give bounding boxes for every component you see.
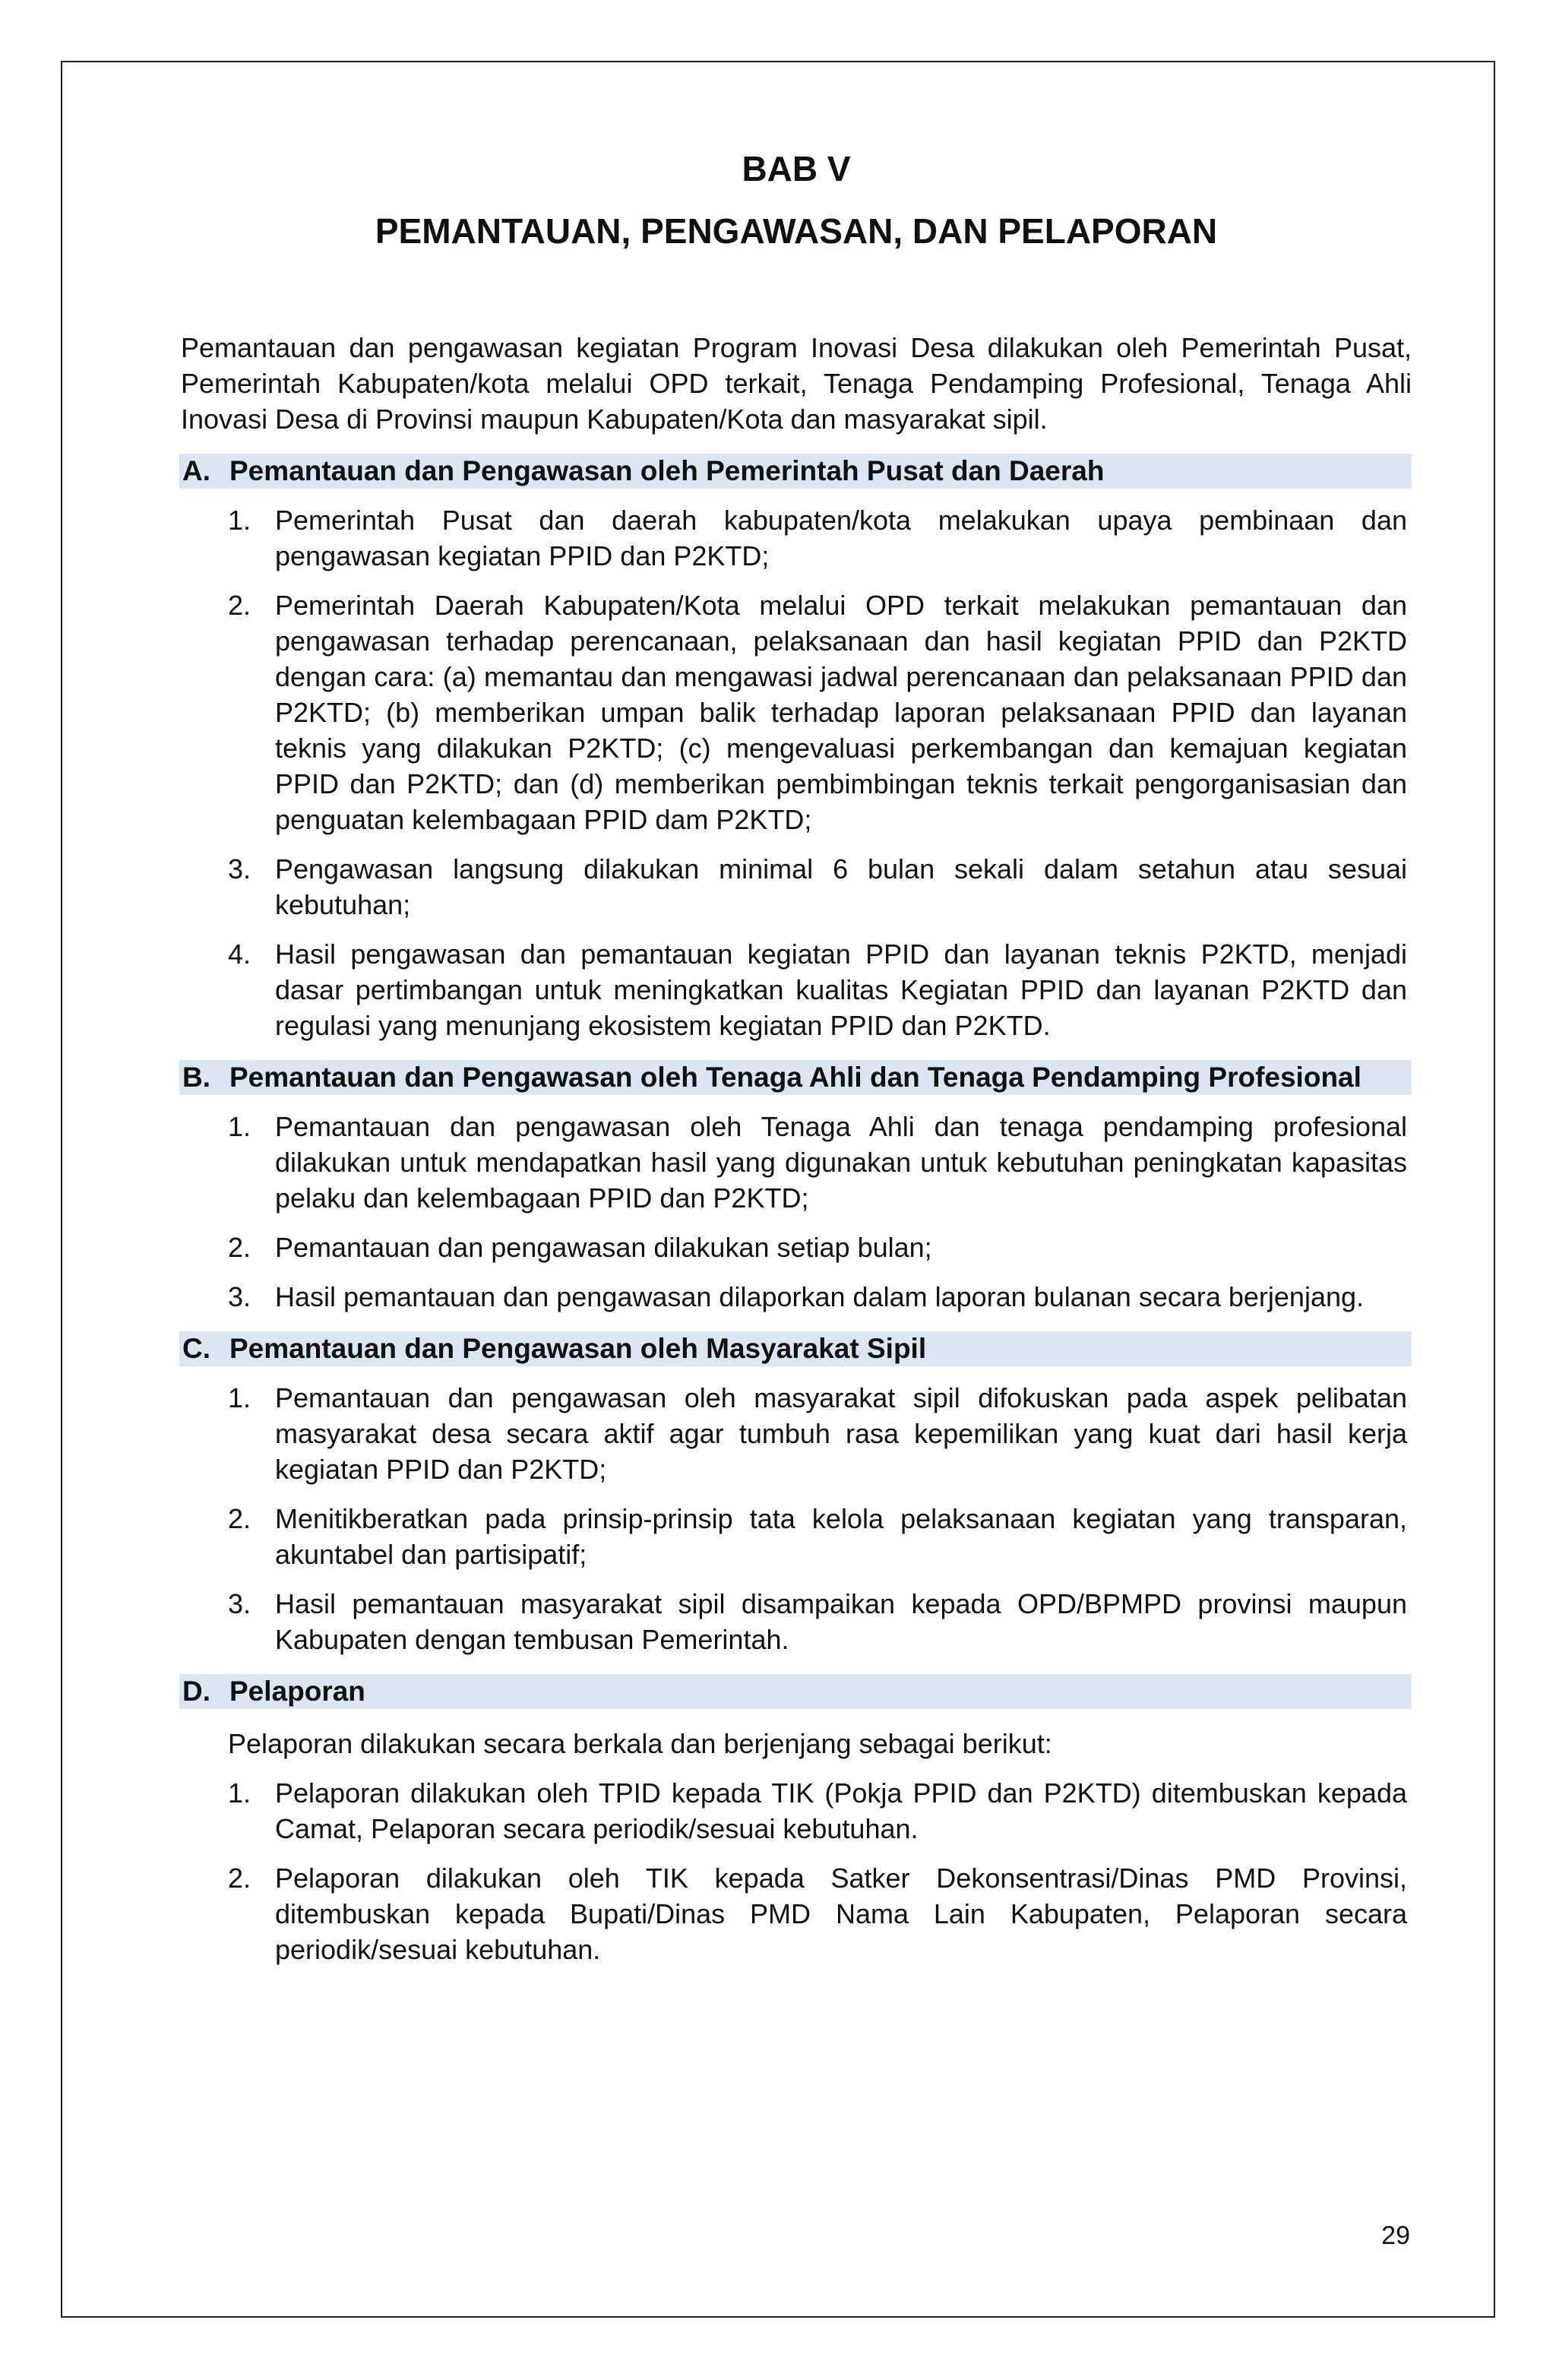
section-title: Pemantauan dan Pengawasan oleh Pemerintah Pusat dan Daerah (229, 455, 1105, 486)
list-item-number: 1. (228, 505, 251, 536)
list-item-number: 2. (228, 1232, 251, 1263)
list-item (181, 1501, 1412, 1572)
list-item (181, 502, 1412, 574)
list-item (181, 851, 1412, 923)
list-item-text: Menitikberatkan pada prinsip-prinsip tata kelola pelaksanaan kegiatan yang transparan, akuntabel dan partisipatif; (275, 1503, 1407, 1570)
list-item-text: Pengawasan langsung dilakukan minimal 6 bulan sekali dalam setahun atau sesuai kebutuhan; (275, 853, 1407, 920)
list-item-number: 1. (228, 1111, 251, 1142)
list-item-number: 1. (228, 1382, 251, 1413)
chapter-title: PEMANTAUAN, PENGAWASAN, DAN PELAPORAN (375, 211, 1218, 251)
list-item-text: Pemerintah Pusat dan daerah kabupaten/kota melakukan upaya pembinaan dan pengawasan kegiatan PPID dan P2KTD; (275, 505, 1407, 571)
section-c (181, 1331, 1412, 1657)
section-letter: A. (182, 455, 210, 486)
list-item (181, 1775, 1412, 1847)
list-item (181, 587, 1412, 837)
list-item (181, 1586, 1412, 1657)
section-title: Pemantauan dan Pengawasan oleh Tenaga Ahli dan Tenaga Pendamping Profesional (229, 1062, 1362, 1093)
list-item-text: Hasil pengawasan dan pemantauan kegiatan PPID dan layanan teknis P2KTD, menjadi dasar pertimbangan untuk meningkatkan kualitas Kegiatan PPID dan layanan P2KTD dan regulasi yang menunjang ekosistem kegiatan PPID dan P2KTD. (275, 938, 1407, 1041)
sections-container (181, 454, 1412, 1967)
list-item-number: 2. (228, 590, 251, 621)
list-item-text: Pemantauan dan pengawasan oleh Tenaga Ahli dan tenaga pendamping profesional dilakukan untuk mendapatkan hasil yang digunakan untuk kebutuhan peningkatan kapasitas pelaku dan kelembagaan PPID dan P2KTD; (275, 1111, 1407, 1214)
list-item-text: Pelaporan dilakukan oleh TIK kepada Satker Dekonsentrasi/Dinas PMD Provinsi, ditembuskan kepada Bupati/Dinas PMD Nama Lain Kabupaten, Pelaporan secara periodik/sesuai kebutuhan. (275, 1863, 1407, 1965)
section-heading (179, 454, 1412, 489)
numbered-list (181, 1380, 1412, 1657)
section-letter: B. (182, 1062, 210, 1093)
page-number: 29 (1381, 2221, 1410, 2250)
list-item-number: 1. (228, 1777, 251, 1809)
list-item (181, 1860, 1412, 1967)
list-item-number: 3. (228, 1281, 251, 1312)
section-heading (179, 1674, 1412, 1709)
list-item (181, 1380, 1412, 1487)
list-item-text: Pemerintah Daerah Kabupaten/Kota melalui OPD terkait melakukan pemantauan dan pengawasan terhadap perencanaan, pelaksanaan dan hasil kegiatan PPID dan P2KTD dengan cara: (a) memantau dan mengawasi jadwal perencanaan dan pelaksanaan PPID dan P2KTD; (b) memberikan umpan balik terhadap laporan pelaksanaan PPID dan layanan teknis yang dilakukan P2KTD; (c) mengevaluasi perkembangan dan kemajuan kegiatan PPID dan P2KTD; dan (d) memberikan pembimbingan teknis terkait pengorganisasian dan penguatan kelembagaan PPID dam P2KTD; (275, 590, 1407, 835)
page-content (181, 146, 1412, 1967)
section-intro: Pelaporan dilakukan secara berkala dan berjenjang sebagai berikut: (228, 1728, 1052, 1759)
intro-paragraph: Pemantauan dan pengawasan kegiatan Program Inovasi Desa dilakukan oleh Pemerintah Pusat, Pemerintah Kabupaten/kota melalui OPD terkait, Tenaga Pendamping Profesional, Tenaga Ahli Inovasi Desa di Provinsi maupun Kabupaten/Kota dan masyarakat sipil. (181, 332, 1412, 435)
list-item (181, 936, 1412, 1043)
list-item-text: Pemantauan dan pengawasan oleh masyarakat sipil difokuskan pada aspek pelibatan masyarakat desa secara aktif agar tumbuh rasa kepemilikan yang kuat dari hasil kerja kegiatan PPID dan P2KTD; (275, 1382, 1407, 1485)
list-item (181, 1109, 1412, 1216)
list-item-text: Pelaporan dilakukan oleh TPID kepada TIK (Pokja PPID dan P2KTD) ditembuskan kepada Camat, Pelaporan secara periodik/sesuai kebutuhan. (275, 1777, 1407, 1844)
list-item-text: Hasil pemantauan dan pengawasan dilaporkan dalam laporan bulanan secara berjenjang. (275, 1281, 1365, 1312)
section-letter: D. (182, 1676, 210, 1707)
section-title: Pemantauan dan Pengawasan oleh Masyarakat Sipil (229, 1333, 927, 1364)
section-letter: C. (182, 1333, 210, 1364)
list-item-number: 3. (228, 853, 251, 885)
section-title: Pelaporan (229, 1676, 365, 1707)
list-item-number: 2. (228, 1863, 251, 1894)
list-item-number: 3. (228, 1588, 251, 1619)
list-item (181, 1279, 1412, 1315)
section-heading (179, 1331, 1412, 1366)
section-a (181, 454, 1412, 1043)
list-item (181, 1230, 1412, 1265)
list-item-number: 4. (228, 938, 251, 970)
numbered-list (181, 502, 1412, 1043)
numbered-list (181, 1109, 1412, 1315)
section-b (181, 1060, 1412, 1315)
list-item-text: Hasil pemantauan masyarakat sipil disampaikan kepada OPD/BPMPD provinsi maupun Kabupaten dengan tembusan Pemerintah. (275, 1588, 1407, 1655)
section-heading (179, 1060, 1412, 1095)
list-item-number: 2. (228, 1503, 251, 1534)
list-item-text: Pemantauan dan pengawasan dilakukan setiap bulan; (275, 1232, 932, 1263)
chapter-label: BAB V (742, 149, 851, 188)
section-d (181, 1674, 1412, 1967)
numbered-list (181, 1775, 1412, 1967)
